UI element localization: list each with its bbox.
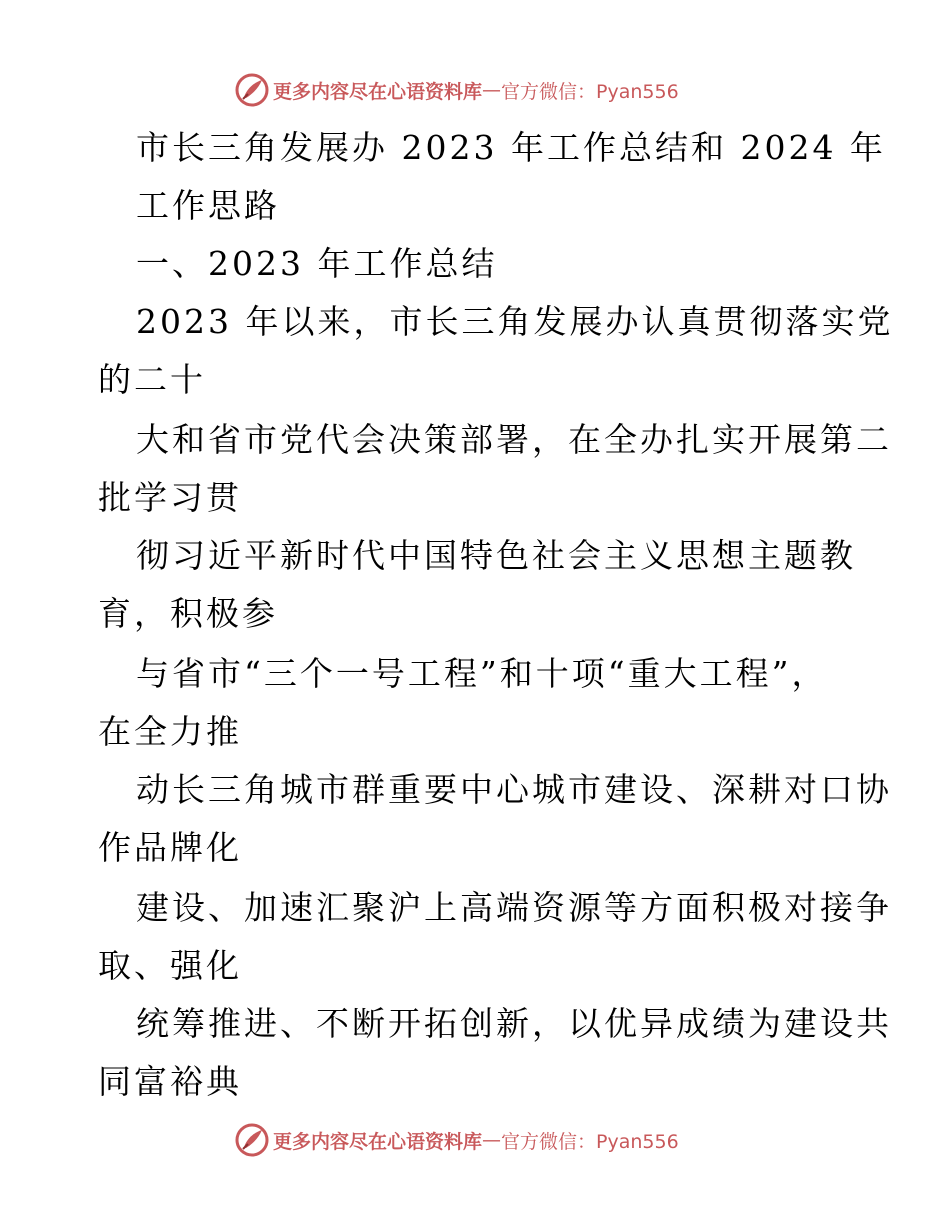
body-line: 统筹推进、不断开拓创新，以优异成绩为建设共 [136, 1004, 892, 1043]
watermark-main-text: 更多内容尽在心语资料库 [273, 80, 483, 103]
quill-logo-icon [235, 1123, 269, 1157]
section-heading: 一、2023 年工作总结 [136, 244, 498, 283]
body-line: 作品牌化 [98, 828, 242, 867]
document-title-line-2: 工作思路 [136, 186, 280, 225]
body-line: 在全力推 [98, 712, 242, 751]
body-line: 同富裕典 [98, 1062, 242, 1101]
body-line: 育，积极参 [98, 594, 278, 633]
body-line: 建设、加速汇聚沪上高端资源等方面积极对接争 [136, 888, 892, 927]
watermark-wechat-text: 官方微信：Pyan556 [501, 80, 679, 103]
footer-watermark [235, 1122, 679, 1158]
watermark-main-text: 更多内容尽在心语资料库 [273, 1130, 483, 1153]
body-line: 彻习近平新时代中国特色社会主义思想主题教 [136, 536, 856, 575]
body-line: 取、强化 [98, 946, 242, 985]
watermark-wechat-text: 官方微信：Pyan556 [501, 1130, 679, 1153]
document-title-line-1: 市长三角发展办 2023 年工作总结和 2024 年 [136, 128, 886, 167]
quill-logo-icon [235, 73, 269, 107]
watermark-separator: — [482, 79, 502, 101]
body-line: 2023 年以来，市长三角发展办认真贯彻落实党 [136, 302, 894, 341]
body-line: 大和省市党代会决策部署，在全办扎实开展第二 [136, 420, 892, 459]
body-line: 与省市“三个一号工程”和十项“重大工程”， [136, 654, 828, 693]
body-line: 的二十 [98, 360, 206, 399]
header-watermark [235, 72, 679, 108]
body-line: 批学习贯 [98, 478, 242, 517]
watermark-separator: — [482, 1129, 502, 1151]
body-line: 动长三角城市群重要中心城市建设、深耕对口协 [136, 770, 892, 809]
